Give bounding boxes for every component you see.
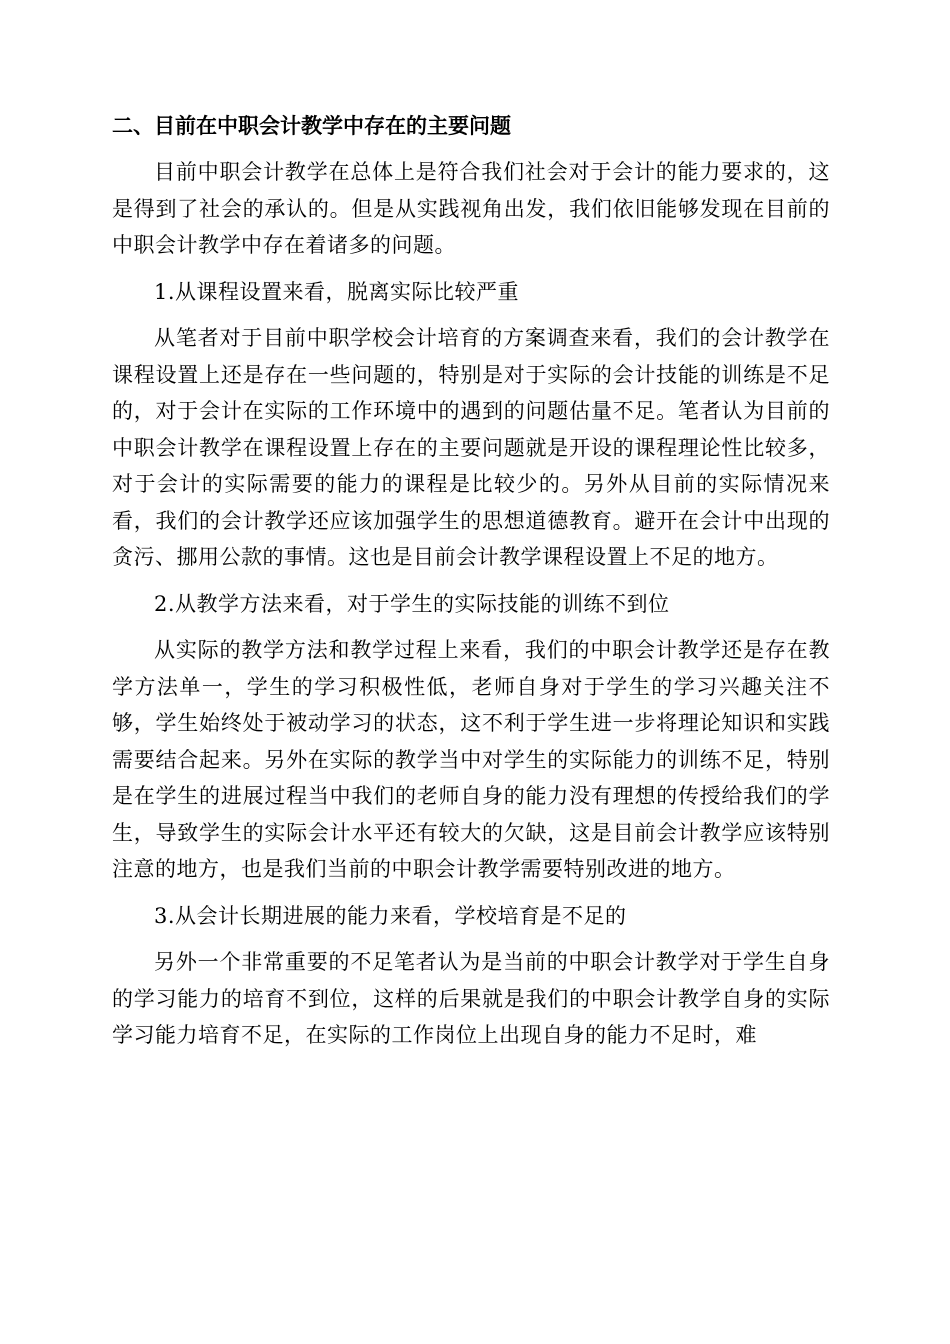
intro-paragraph: 目前中职会计教学在总体上是符合我们社会对于会计的能力要求的，这是得到了社会的承认的。但是从实践视角出发，我们依旧能够发现在目前的中职会计教学中存在着诸多的问题。	[112, 160, 830, 257]
section-heading: 二、目前在中职会计教学中存在的主要问题	[112, 114, 511, 138]
paragraph-3: 另外一个非常重要的不足笔者认为是当前的中职会计教学对于学生自身的学习能力的培育不到位，这样的后果就是我们的中职会计教学自身的实际学习能力培育不足，在实际的工作岗位上出现自身的能力不足时，难	[112, 950, 830, 1047]
subheading-1: 1.从课程设置来看，脱离实际比较严重	[154, 279, 520, 304]
document-content	[112, 110, 830, 1064]
paragraph-2: 从实际的教学方法和教学过程上来看，我们的中职会计教学还是存在教学方法单一，学生的学习积极性低，老师自身对于学生的学习兴趣关注不够，学生始终处于被动学习的状态，这不利于学生进一步将理论知识和实践需要结合起来。另外在实际的教学当中对学生的实际能力的训练不足，特别是在学生的进展过程当中我们的老师自身的能力没有理想的传授给我们的学生，导致学生的实际会计水平还有较大的欠缺，这是目前会计教学应该特别注意的地方，也是我们当前的中职会计教学需要特别改进的地方。	[112, 638, 830, 881]
paragraph-1: 从笔者对于目前中职学校会计培育的方案调查来看，我们的会计教学在课程设置上还是存在一些问题的，特别是对于实际的会计技能的训练是不足的，对于会计在实际的工作环境中的遇到的问题估量不足。笔者认为目前的中职会计教学在课程设置上存在的主要问题就是开设的课程理论性比较多，对于会计的实际需要的能力的课程是比较少的。另外从目前的实际情况来看，我们的会计教学还应该加强学生的思想道德教育。避开在会计中出现的贪污、挪用公款的事情。这也是目前会计教学课程设置上不足的地方。	[112, 326, 830, 569]
subheading-3: 3.从会计长期进展的能力来看，学校培育是不足的	[154, 903, 627, 928]
subheading-2: 2.从教学方法来看，对于学生的实际技能的训练不到位	[154, 591, 670, 616]
